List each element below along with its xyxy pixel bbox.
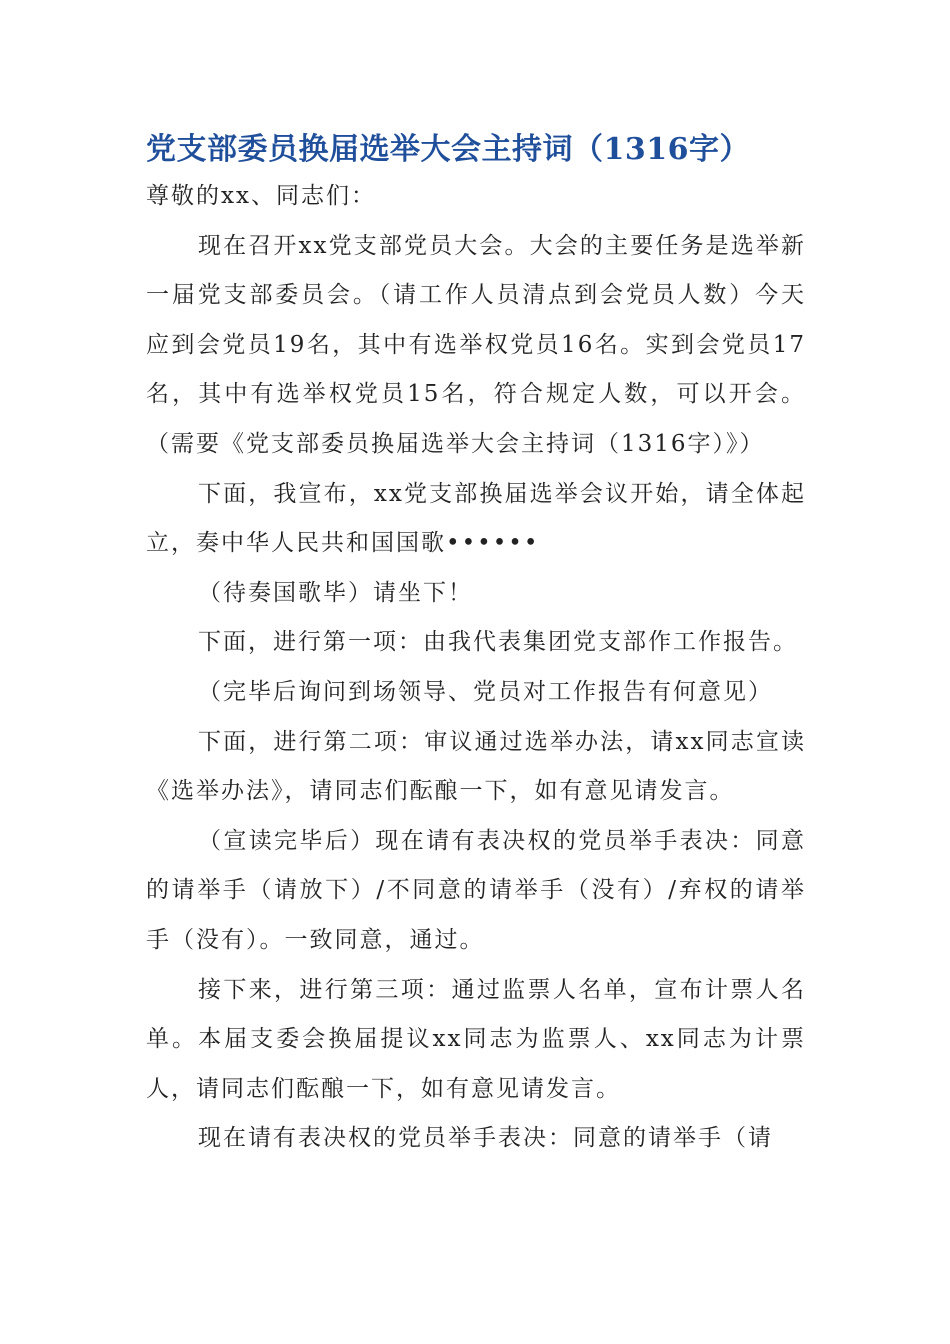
document-content	[146, 128, 806, 1164]
paragraph-8: 接下来，进行第三项：通过监票人名单，宣布计票人名单。本届支委会换届提议xx同志为监票人、xx同志为计票人，请同志们酝酿一下，如有意见请发言。	[146, 976, 806, 1102]
paragraph-9: 现在请有表决权的党员举手表决：同意的请举手（请	[198, 1125, 773, 1152]
paragraph-6: 下面，进行第二项：审议通过选举办法，请xx同志宣读《选举办法》，请同志们酝酿一下，如有意见请发言。	[146, 728, 806, 805]
paragraph-5: （完毕后询问到场领导、党员对工作报告有何意见）	[198, 678, 773, 705]
paragraph-3: （待奏国歌毕）请坐下！	[198, 579, 473, 606]
document-title: 党支部委员换届选举大会主持词（1316字）	[146, 132, 750, 167]
paragraph-7: （宣读完毕后）现在请有表决权的党员举手表决：同意的请举手（请放下）/不同意的请举手（没有）/弃权的请举手（没有）。一致同意，通过。	[146, 827, 806, 953]
paragraph-2: 下面，我宣布，xx党支部换届选举会议开始，请全体起立，奏中华人民共和国国歌••••••	[146, 480, 806, 557]
greeting-line: 尊敬的xx、同志们：	[146, 183, 376, 209]
paragraph-1: 现在召开xx党支部党员大会。大会的主要任务是选举新一届党支部委员会。（请工作人员清点到会党员人数）今天应到会党员19名，其中有选举权党员16名。实到会党员17名，其中有选举权党员15名，符合规定人数，可以开会。（需要《党支部委员换届选举大会主持词（1316字）》）	[146, 232, 806, 457]
paragraph-4: 下面，进行第一项：由我代表集团党支部作工作报告。	[198, 629, 798, 656]
